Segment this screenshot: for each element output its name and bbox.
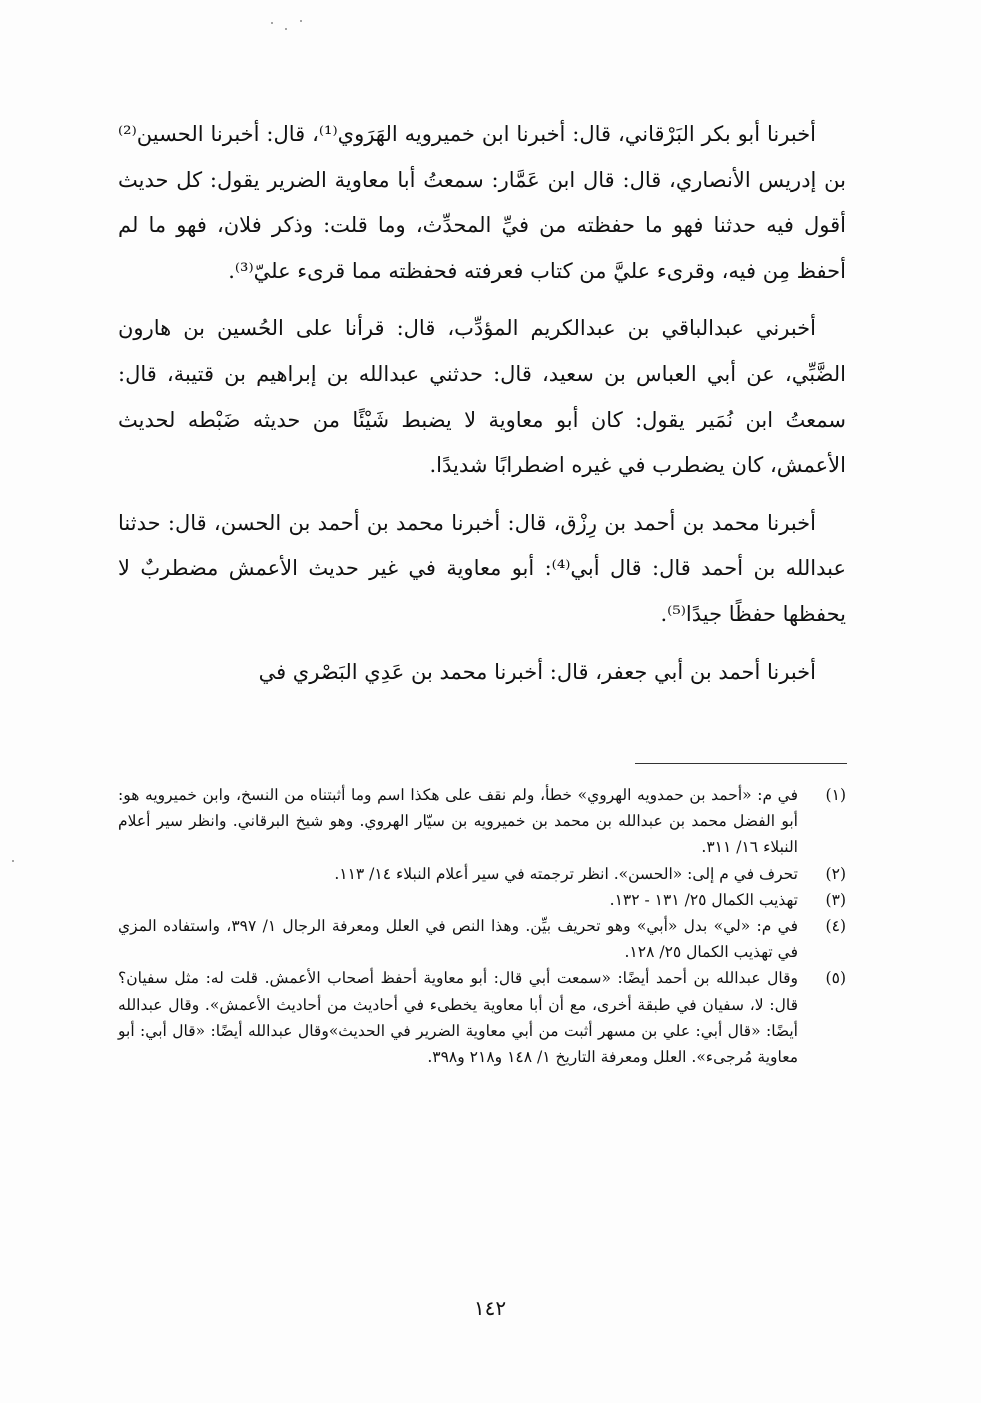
body-paragraph-4: أخبرنا أحمد بن أبي جعفر، قال: أخبرنا محمد بن عَدِي البَصْري في (258, 659, 816, 684)
footnote-4 (118, 913, 846, 965)
footnote-1 (118, 782, 846, 861)
page-number: ١٤٢ (473, 1296, 507, 1320)
body-paragraph-3: أخبرنا محمد بن أحمد بن رِزْق، قال: أخبرنا محمد بن أحمد بن الحسن، قال: حدثنا عبدالله بن أحمد قال: قال أبي⁽⁴⁾: أبو معاوية في غير حديث الأعمش مضطربٌ لا يحفظها حفظًا جيدًا⁽⁵⁾. (118, 510, 846, 626)
footnote-2 (118, 861, 846, 887)
scan-speck (12, 860, 14, 862)
footnote-5 (118, 965, 846, 1070)
scan-speck (300, 20, 302, 22)
footnote-text: تهذيب الكمال ٢٥/ ١٣١ - ١٣٢. (609, 890, 798, 909)
footnote-separator (635, 763, 847, 764)
scan-speck (285, 28, 287, 30)
footnote-text: وقال عبدالله بن أحمد أيضًا: «سمعت أبي قال: أبو معاوية أحفظ أصحاب الأعمش. قلت له: مثل سفيان؟ قال: لا، سفيان في طبقة أخرى، مع أن أبا معاوية يخطىء في أحاديث من أحاديث الأعمش». وقال عبدالله أيضًا: «قال أبي: علي بن مسهر أثبت من أبي معاوية الضرير في الحديث»وقال عبدالله أيضًا: «قال أبي: أبو معاوية مُرجىء». العلل ومعرفة التاريخ ١/ ١٤٨ و٢١٨ و٣٩٨. (118, 969, 798, 1067)
footnote-number: (٤) (825, 917, 846, 936)
footnotes (118, 782, 846, 1070)
footnote-number: (٢) (825, 864, 846, 883)
footnote-text: تحرف في م إلى: «الحسن». انظر ترجمته في سير أعلام النبلاء ١٤/ ١١٣. (334, 864, 798, 883)
scan-speck (271, 22, 273, 24)
body-paragraph-2: أخبرني عبدالباقي بن عبدالكريم المؤدِّب، قال: قرأنا على الحُسين بن هارون الضَّبِّي، عن أبي العباس بن سعيد، قال: حدثني عبدالله بن إبراهيم بن قتيبة، قال: سمعتُ ابن نُمَير يقول: كان أبو معاوية لا يضبط شَيْئًا من حديثه ضَبْطه لحديث الأعمش، كان يضطرب في غيره اضطرابًا شديدًا. (118, 316, 846, 478)
main-text (118, 112, 846, 695)
footnote-text: في م: «أحمد بن حمدويه الهروي» خطأ، ولم نقف على هكذا اسم وما أثبتناه من النسخ، وابن خميرويه هو: أبو الفضل محمد بن عبدالله بن محمد بن خميرويه بن سيّار الهروي. وهو شيخ البرقاني. وانظر سير أعلام النبلاء ١٦/ ٣١١. (118, 786, 798, 857)
footnote-number: (٥) (825, 969, 846, 988)
footnote-3 (118, 887, 846, 913)
body-paragraph-1: أخبرنا أبو بكر البَرْقاني، قال: أخبرنا ابن خميرويه الهَرَوي⁽¹⁾، قال: أخبرنا الحسين⁽²⁾ بن إدريس الأنصاري، قال: قال ابن عَمَّار: سمعتُ أبا معاوية الضرير يقول: كل حديث أقول فيه حدثنا فهو ما حفظته من فيِّ المحدِّث، وما قلت: وذكر فلان، فهو ما لم أحفظ مِن فيه، وقرىء عليَّ من كتاب فعرفته فحفظته مما قرىء عليّ⁽³⁾. (118, 122, 846, 283)
footnote-number: (٣) (825, 890, 846, 909)
footnote-number: (١) (825, 786, 846, 804)
footnote-text: في م: «لي» بدل «أبي» وهو تحريف بيِّن. وهذا النص في العلل ومعرفة الرجال ١/ ٣٩٧، واستفاده المزي في تهذيب الكمال ٢٥/ ١٢٨. (118, 917, 798, 962)
